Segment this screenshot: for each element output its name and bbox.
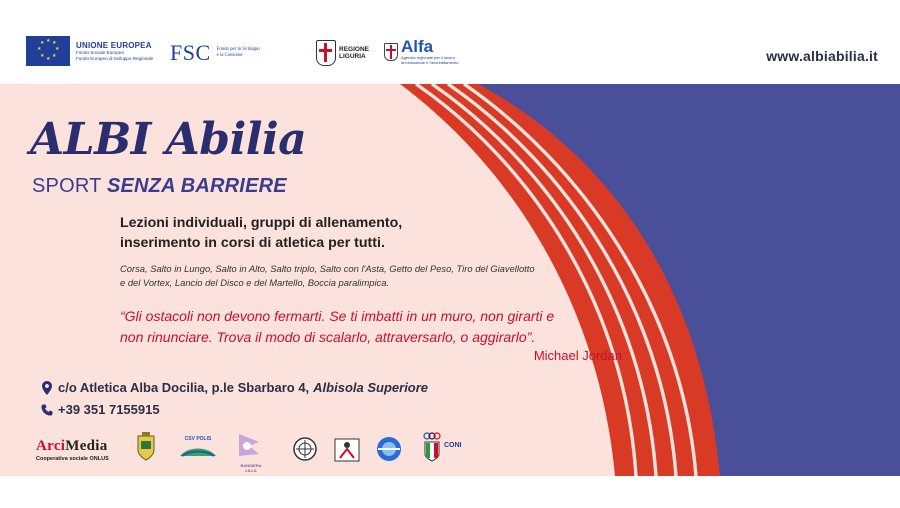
intro-line-2: inserimento in corsi di atletica per tutti. [120, 235, 385, 251]
csv-polis-logo [178, 434, 218, 465]
club-crest-icon [292, 436, 318, 467]
address-city: Albisola Superiore [313, 380, 429, 395]
quote-line-1: “Gli ostacoli non devono fermarti. Se ti imbatti in un muro, non girarti e [120, 308, 555, 324]
arcimedia-sub: Cooperativa sociale ONLUS [36, 456, 109, 462]
bandiera-lilla-logo [236, 432, 266, 473]
fsc-sub-2: e la Coesione [216, 53, 243, 58]
subtitle-regular: SPORT [32, 175, 107, 197]
quote-line-2: non rinunciare. Trova il modo di scalarlo, attraversarlo, o aggirarlo”. [120, 329, 536, 345]
alfa-logo [384, 38, 458, 65]
coni-logo [422, 432, 462, 467]
regione-liguria-logo [316, 40, 369, 66]
csv-polis-text: CSV POLIS [184, 436, 212, 442]
fsc-logo [170, 40, 260, 66]
address [40, 380, 428, 395]
arci-text: Arci [36, 438, 66, 454]
subtitle-bold: SENZA BARRIERE [106, 175, 287, 197]
location-pin-icon [40, 381, 54, 395]
alfa-sub-1: Agenzia regionale per il lavoro [401, 55, 455, 60]
alfa-sub-2: la formazione e l'accreditamento [401, 60, 459, 65]
coni-text: CONI [444, 442, 462, 449]
liguria-line-1: REGIONE [339, 46, 369, 53]
intro-line-1: Lezioni individuali, gruppi di allenamento, [120, 215, 403, 231]
liguria-line-2: LIGURIA [339, 53, 366, 60]
media-text: Media [65, 438, 108, 454]
eu-title: UNIONE EUROPEA [76, 41, 152, 51]
main-title: ALBI Abilia [30, 114, 307, 165]
quote-author: Michael Jordan [533, 348, 622, 363]
fsc-mark: FSC [170, 40, 211, 65]
bandiera-lilla-text: BANDIERA LILLA [240, 463, 262, 473]
website-link[interactable]: www.albiabilia.it [766, 48, 878, 64]
eu-sub-2: Fondo Europeo di Sviluppo Regionale [76, 55, 154, 61]
phone-number[interactable]: +39 351 7155915 [58, 402, 160, 417]
subtitle [32, 175, 287, 198]
quote-text [120, 306, 620, 348]
disciplines-list: Corsa, Salto in Lungo, Salto in Alto, Salto triplo, Salto con l'Asta, Getto del Peso, Tiro del Giavellotto e del Vortex, Lancio del Disco e del Martello, Boccia paralimpica. [120, 263, 535, 288]
disability-sport-logo [334, 436, 360, 467]
liguria-crest-icon [316, 40, 336, 66]
fsc-sub-1: Fondo per lo Sviluppo [216, 47, 260, 52]
partner-logos [30, 432, 480, 473]
address-main: c/o Atletica Alba Docilia, p.le Sbarbaro 4, [58, 380, 310, 395]
municipality-crest-icon [136, 432, 156, 467]
logo-header [0, 0, 900, 84]
phone [40, 402, 160, 417]
arcimedia-logo [36, 438, 109, 462]
phone-icon [40, 404, 54, 416]
sport-association-logo [374, 436, 404, 467]
alfa-crest-icon [384, 43, 398, 61]
eu-sub-1: Fondo Sociale Europeo [76, 50, 125, 56]
eu-flag-icon: ★ ★ ★ ★ ★ ★ ★ ★ [26, 36, 70, 66]
alfa-name: Alfa [401, 37, 434, 56]
intro-text [120, 213, 402, 253]
eu-logo [26, 36, 153, 66]
